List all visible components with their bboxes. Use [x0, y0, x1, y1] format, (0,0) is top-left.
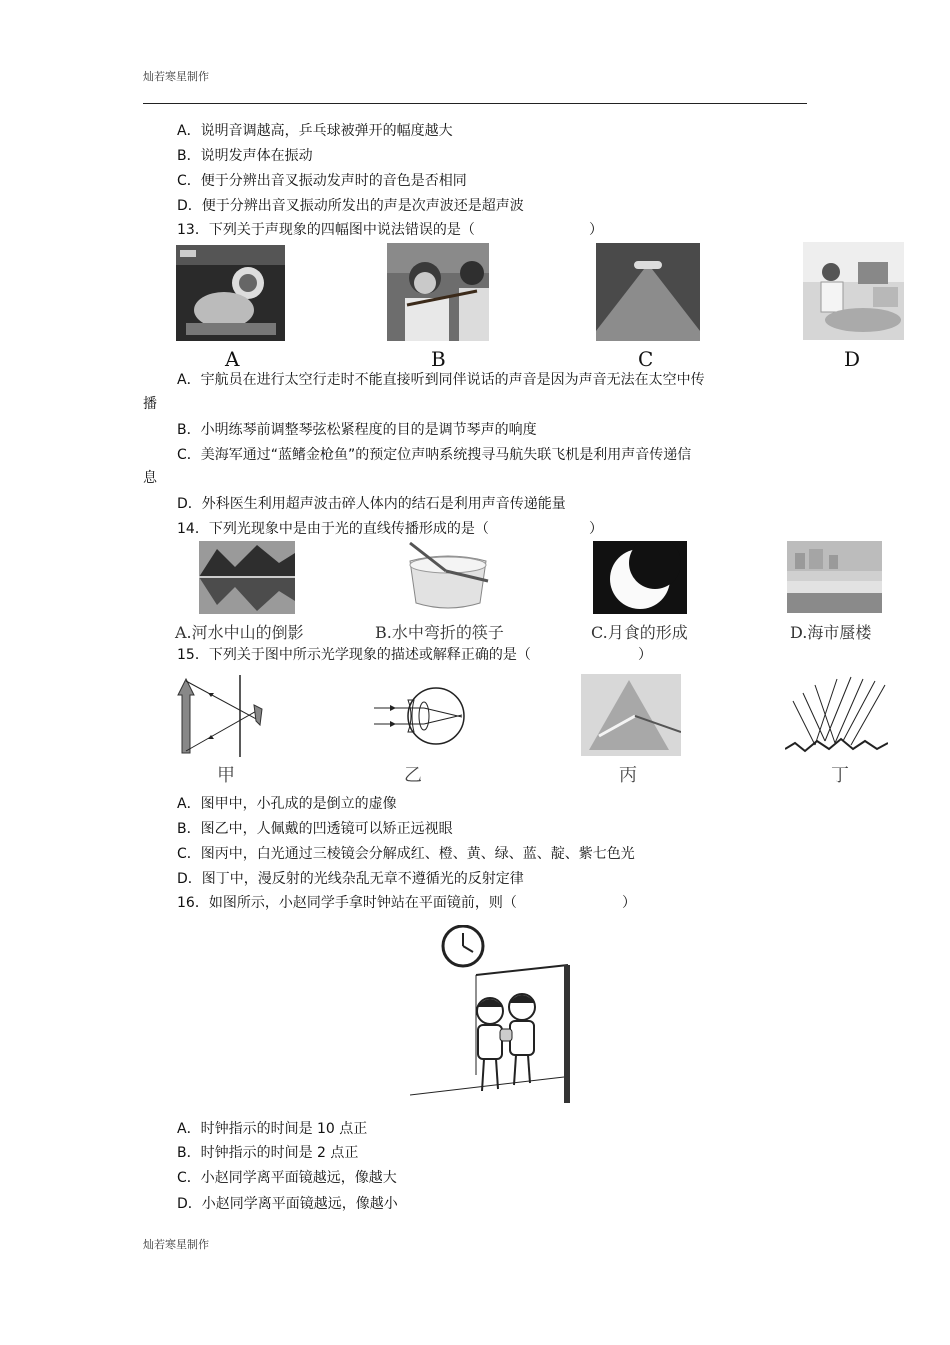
q15-caption-ding: 丁 [831, 765, 849, 786]
q13-photo-violin [387, 243, 489, 341]
q15-option-a: A．图甲中，小孔成的是倒立的虚像 [177, 796, 397, 812]
q15-option-c: C．图丙中，白光通过三棱镜会分解成红、橙、黄、绿、蓝、靛、紫七色光 [177, 846, 635, 862]
q14-stem: 14．下列光现象中是由于光的直线传播形成的是（ [177, 521, 489, 537]
q12-option-c: C．便于分辨出音叉振动发声时的音色是否相同 [177, 173, 467, 189]
q15-caption-bing: 丙 [619, 765, 637, 786]
q13-option-b: B．小明练琴前调整琴弦松紧程度的目的是调节琴声的响度 [177, 422, 537, 438]
q15-diagram-diffuse-reflection [785, 675, 888, 754]
q13-option-c-line2: 息 [143, 470, 157, 486]
q15-caption-jia: 甲 [217, 765, 235, 786]
q16-option-a: A．时钟指示的时间是 10 点正 [177, 1121, 368, 1137]
q15-paren-close: ） [638, 647, 652, 663]
q14-photo-lunar-eclipse [593, 541, 687, 614]
page-header: 灿若寒星制作 [143, 70, 209, 83]
q14-caption-b: B.水中弯折的筷子 [375, 623, 504, 642]
q13-caption-b: B [431, 347, 446, 371]
q13-option-d: D．外科医生利用超声波击碎人体内的结石是利用声音传递能量 [177, 496, 566, 512]
q15-diagram-pinhole [176, 675, 276, 757]
q13-stem: 13．下列关于声现象的四幅图中说法错误的是（ [177, 222, 475, 238]
q13-caption-d: D [844, 347, 861, 371]
q13-paren-close: ） [589, 222, 603, 238]
q16-illustration-mirror-clock [410, 925, 574, 1105]
q16-option-d: D．小赵同学离平面镜越远，像越小 [177, 1196, 398, 1212]
q13-photo-astronaut [176, 245, 285, 341]
q16-paren-close: ） [622, 895, 636, 911]
page-footer: 灿若寒星制作 [143, 1238, 209, 1251]
q16-stem: 16．如图所示，小赵同学手拿时钟站在平面镜前，则（ [177, 895, 517, 911]
q13-photo-sonar [596, 243, 700, 341]
q15-diagram-eye-lens [374, 680, 466, 750]
q15-diagram-prism [581, 674, 681, 756]
q15-option-d: D．图丁中，漫反射的光线杂乱无章不遵循光的反射定律 [177, 871, 524, 887]
q13-option-c-line1: C．美海军通过“蓝鳍金枪鱼”的预定位声呐系统搜寻马航失联飞机是利用声音传递信 [177, 447, 692, 463]
header-rule [143, 103, 807, 104]
q16-option-b: B．时钟指示的时间是 2 点正 [177, 1145, 359, 1161]
q14-photo-mirage [787, 541, 882, 613]
q13-caption-c: C [638, 347, 654, 371]
q14-photo-chopstick [400, 541, 496, 614]
q13-option-a-line2: 播 [143, 396, 157, 412]
q12-option-b: B．说明发声体在振动 [177, 148, 313, 164]
q16-option-c: C．小赵同学离平面镜越远，像越大 [177, 1170, 397, 1186]
q14-caption-a: A.河水中山的倒影 [175, 623, 304, 642]
q14-paren-close: ） [589, 521, 603, 537]
q13-photo-ultrasound [803, 242, 904, 340]
q13-caption-a: A [225, 347, 240, 371]
q12-option-d: D．便于分辨出音叉振动所发出的声是次声波还是超声波 [177, 198, 524, 214]
q15-caption-yi: 乙 [404, 765, 422, 786]
q14-caption-d: D.海市蜃楼 [790, 623, 872, 642]
q12-option-a: A．说明音调越高，乒乓球被弹开的幅度越大 [177, 123, 453, 139]
q13-option-a-line1: A．宇航员在进行太空行走时不能直接听到同伴说话的声音是因为声音无法在太空中传 [177, 372, 705, 388]
q14-caption-c: C.月食的形成 [591, 623, 688, 642]
q14-photo-reflection [199, 541, 295, 614]
q15-stem: 15．下列关于图中所示光学现象的描述或解释正确的是（ [177, 647, 531, 663]
q15-option-b: B．图乙中，人佩戴的凹透镜可以矫正远视眼 [177, 821, 453, 837]
